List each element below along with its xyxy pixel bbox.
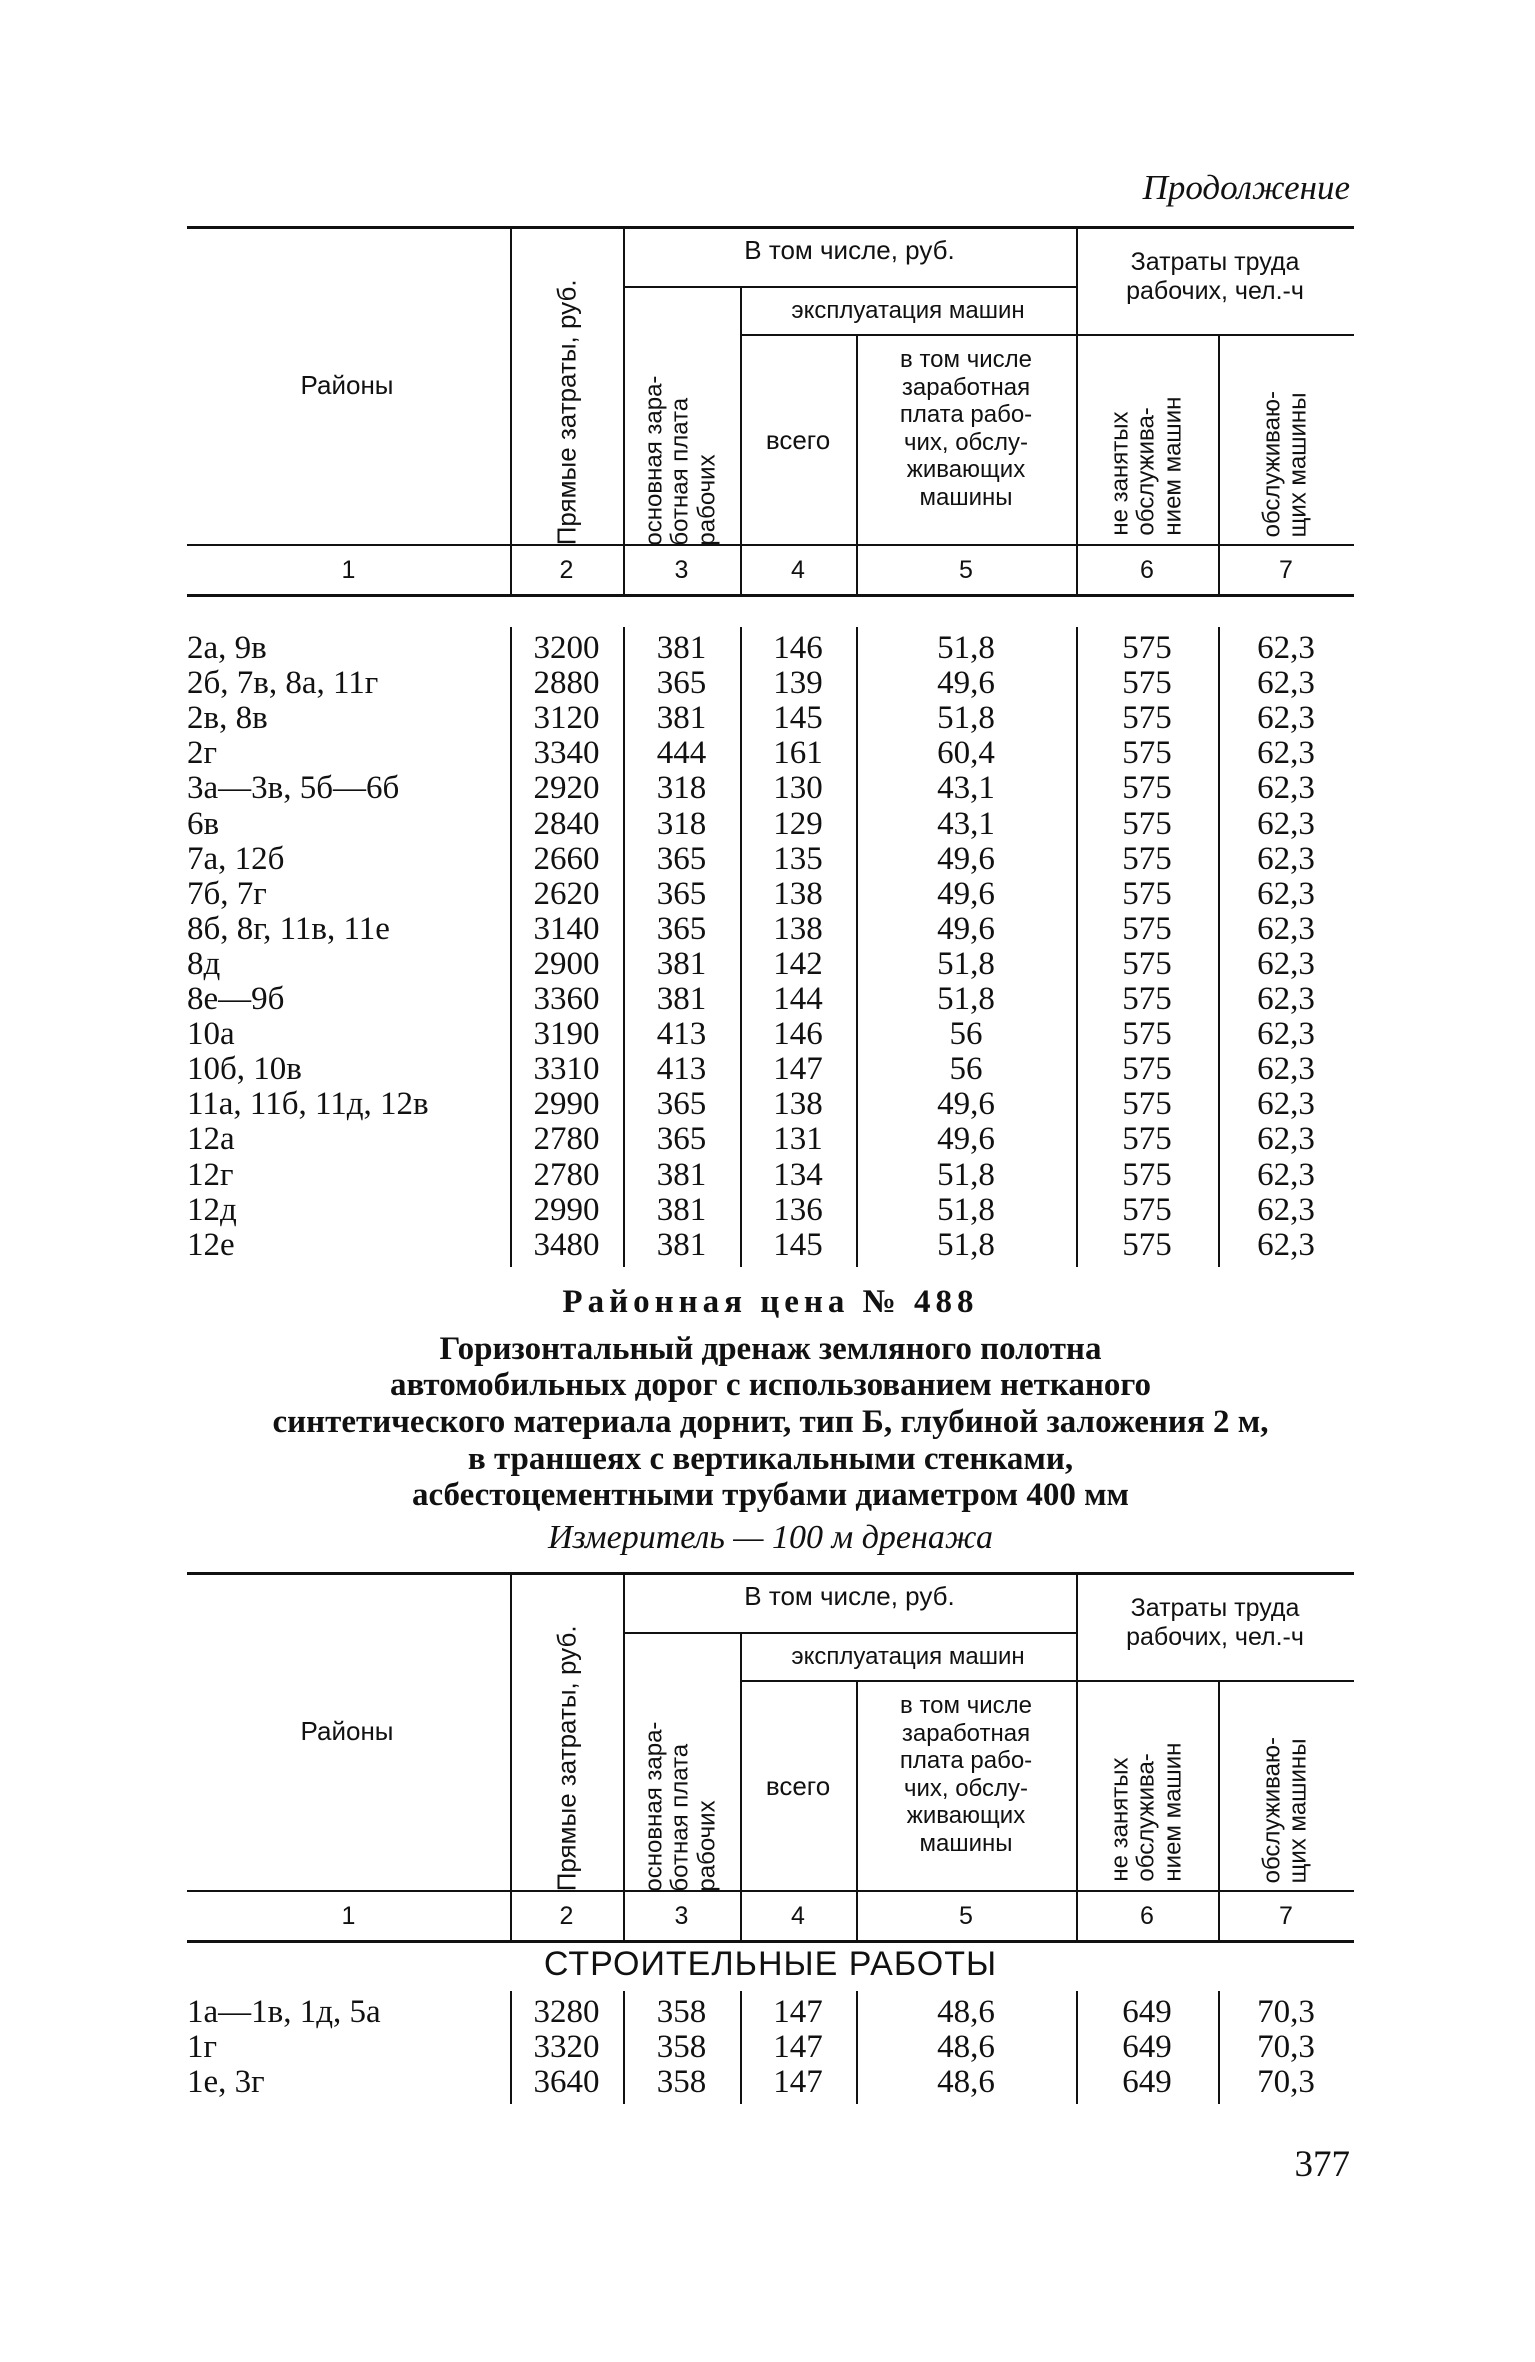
region-cell: 6в <box>187 805 220 842</box>
value-cell: 444 <box>656 735 707 772</box>
value-cell: 575 <box>1122 770 1172 807</box>
header-not-machine: не занятых обслужива- нием машин <box>1106 1742 1187 1882</box>
value-cell: 3360 <box>533 981 600 1017</box>
value-cell: 413 <box>656 1051 707 1088</box>
section-title: СТРОИТЕЛЬНЫЕ РАБОТЫ <box>543 1945 998 1983</box>
value-cell: 575 <box>1122 1156 1172 1193</box>
value-cell: 62,3 <box>1257 630 1315 666</box>
value-cell: 2840 <box>533 805 600 842</box>
value-cell: 62,3 <box>1257 1016 1315 1053</box>
value-cell: 138 <box>773 1086 823 1123</box>
value-cell: 649 <box>1122 1994 1172 2030</box>
value-cell: 575 <box>1122 840 1172 877</box>
value-cell: 381 <box>656 630 707 666</box>
region-cell: 10а <box>187 1016 235 1053</box>
header-direct-costs: Прямые затраты, руб. <box>551 279 582 546</box>
value-cell: 56 <box>949 1016 983 1053</box>
region-cell: 10б, 10в <box>187 1051 302 1088</box>
value-cell: 51,8 <box>937 981 995 1017</box>
value-cell: 48,6 <box>937 2029 995 2065</box>
value-cell: 62,3 <box>1257 1226 1315 1263</box>
value-cell: 43,1 <box>937 805 995 842</box>
value-cell: 49,6 <box>937 840 995 877</box>
region-cell: 2б, 7в, 8а, 11г <box>187 665 379 702</box>
header-incl-wage: в том числе заработная плата рабо- чих, обслу- живающих машины <box>899 1692 1033 1857</box>
value-cell: 575 <box>1122 1226 1172 1263</box>
value-cell: 130 <box>773 770 823 807</box>
value-cell: 147 <box>773 2064 823 2100</box>
column-number: 5 <box>959 556 973 584</box>
value-cell: 381 <box>656 981 707 1017</box>
header-vline <box>623 1572 625 1890</box>
header-not-machine: не занятых обслужива- нием машин <box>1106 396 1187 536</box>
value-cell: 358 <box>656 2064 707 2100</box>
header-vline <box>1218 334 1220 544</box>
region-cell: 1г <box>187 2029 218 2065</box>
header-subrule <box>740 1680 1076 1682</box>
column-number: 1 <box>341 556 356 584</box>
value-cell: 575 <box>1122 945 1172 982</box>
region-cell: 3а—3в, 5б—6б <box>187 770 400 807</box>
value-cell: 575 <box>1122 665 1172 702</box>
header-regions: Районы <box>300 370 394 400</box>
value-cell: 51,8 <box>937 1156 995 1193</box>
value-cell: 138 <box>773 875 823 912</box>
value-cell: 62,3 <box>1257 665 1315 702</box>
region-cell: 1а—1в, 1д, 5а <box>187 1994 381 2030</box>
value-cell: 147 <box>773 1051 823 1088</box>
region-cell: 7б, 7г <box>187 875 267 912</box>
value-cell: 413 <box>656 1016 707 1053</box>
value-cell: 60,4 <box>937 735 995 772</box>
region-cell: 8е—9б <box>187 981 285 1017</box>
region-cell: 12а <box>187 1121 235 1158</box>
region-cell: 7а, 12б <box>187 840 285 877</box>
value-cell: 575 <box>1122 1051 1172 1088</box>
value-cell: 146 <box>773 630 823 666</box>
value-cell: 575 <box>1122 700 1172 737</box>
value-cell: 575 <box>1122 630 1172 666</box>
value-cell: 51,8 <box>937 945 995 982</box>
value-cell: 51,8 <box>937 630 995 666</box>
value-cell: 3480 <box>533 1226 600 1263</box>
header-vline <box>1218 1680 1220 1890</box>
value-cell: 575 <box>1122 805 1172 842</box>
column-number: 3 <box>674 1902 689 1930</box>
description-line: асбестоцементными трубами диаметром 400 мм <box>411 1477 1130 1513</box>
value-cell: 381 <box>656 1226 707 1263</box>
header-direct-costs: Прямые затраты, руб. <box>551 1625 582 1892</box>
region-cell: 8б, 8г, 11в, 11е <box>187 910 390 947</box>
value-cell: 49,6 <box>937 1086 995 1123</box>
value-cell: 48,6 <box>937 1994 995 2030</box>
value-cell: 381 <box>656 1191 707 1228</box>
header-vline <box>510 226 512 544</box>
region-cell: 12е <box>187 1226 235 1263</box>
value-cell: 575 <box>1122 1086 1172 1123</box>
header-subrule <box>740 334 1076 336</box>
header-bottom-rule <box>187 544 1354 546</box>
header-top-rule <box>187 226 1354 229</box>
value-cell: 2780 <box>533 1156 600 1193</box>
value-cell: 3200 <box>533 630 600 666</box>
header-top-rule <box>187 1572 1354 1575</box>
region-cell: 2г <box>187 735 218 772</box>
price-title <box>187 1283 1354 1323</box>
header-regions: Районы <box>300 1716 394 1746</box>
value-cell: 142 <box>773 945 823 982</box>
value-cell: 136 <box>773 1191 823 1228</box>
value-cell: 49,6 <box>937 1121 995 1158</box>
value-cell: 3310 <box>533 1051 600 1088</box>
column-number: 2 <box>559 556 574 584</box>
value-cell: 161 <box>773 735 823 772</box>
value-cell: 2780 <box>533 1121 600 1158</box>
value-cell: 131 <box>773 1121 823 1158</box>
value-cell: 381 <box>656 700 707 737</box>
value-cell: 365 <box>656 840 707 877</box>
value-cell: 139 <box>773 665 823 702</box>
value-cell: 62,3 <box>1257 770 1315 807</box>
value-cell: 3140 <box>533 910 600 947</box>
value-cell: 2880 <box>533 665 600 702</box>
header-incl-wage: в том числе заработная плата рабо- чих, обслу- живающих машины <box>899 346 1033 511</box>
column-number: 5 <box>959 1902 973 1930</box>
column-number: 7 <box>1279 556 1293 584</box>
value-cell: 134 <box>773 1156 823 1193</box>
value-cell: 62,3 <box>1257 1051 1315 1088</box>
value-cell: 358 <box>656 1994 707 2030</box>
value-cell: 62,3 <box>1257 1191 1315 1228</box>
value-cell: 62,3 <box>1257 981 1315 1017</box>
header-machine-operation: эксплуатация машин <box>791 297 1025 324</box>
value-cell: 575 <box>1122 1016 1172 1053</box>
value-cell: 358 <box>656 2029 707 2065</box>
header-vline <box>623 226 625 544</box>
value-cell: 62,3 <box>1257 875 1315 912</box>
header-vline <box>740 286 742 544</box>
value-cell: 51,8 <box>937 1191 995 1228</box>
value-cell: 3340 <box>533 735 600 772</box>
value-cell: 3320 <box>533 2029 600 2065</box>
measure-unit: Измеритель — 100 м дренажа <box>547 1519 994 1556</box>
value-cell: 146 <box>773 1016 823 1053</box>
value-cell: 62,3 <box>1257 1086 1315 1123</box>
header-bottom-rule <box>187 1890 1354 1892</box>
header-total: всего <box>765 1771 831 1801</box>
value-cell: 575 <box>1122 1121 1172 1158</box>
column-number: 6 <box>1140 556 1154 584</box>
value-cell: 2620 <box>533 875 600 912</box>
header-labor-costs: Затраты труда рабочих, чел.-ч <box>1126 1594 1304 1651</box>
value-cell: 145 <box>773 700 823 737</box>
column-number: 4 <box>791 1902 805 1930</box>
value-cell: 3190 <box>533 1016 600 1053</box>
description-line: автомобильных дорог с использованием нетканого <box>389 1367 1152 1403</box>
value-cell: 365 <box>656 1086 707 1123</box>
value-cell: 62,3 <box>1257 840 1315 877</box>
value-cell: 51,8 <box>937 700 995 737</box>
value-cell: 145 <box>773 1226 823 1263</box>
value-cell: 381 <box>656 1156 707 1193</box>
value-cell: 48,6 <box>937 2064 995 2100</box>
description-line: в траншеях с вертикальными стенками, <box>467 1441 1074 1477</box>
value-cell: 575 <box>1122 981 1172 1017</box>
column-number: 7 <box>1279 1902 1293 1930</box>
value-cell: 49,6 <box>937 875 995 912</box>
value-cell: 3280 <box>533 1994 600 2030</box>
value-cell: 51,8 <box>937 1226 995 1263</box>
region-cell: 11а, 11б, 11д, 12в <box>187 1086 429 1123</box>
colnum-bottom-rule <box>187 1940 1354 1943</box>
description-line: Горизонтальный дренаж земляного полотна <box>439 1331 1102 1367</box>
value-cell: 2660 <box>533 840 600 877</box>
region-cell: 8д <box>187 945 221 982</box>
value-cell: 70,3 <box>1257 1994 1315 2030</box>
region-cell: 2а, 9в <box>187 630 267 666</box>
value-cell: 3640 <box>533 2064 600 2100</box>
description-line: синтетического материала дорнит, тип Б, глубиной заложения 2 м, <box>272 1404 1269 1440</box>
price-title-text: Районная цена № 488 <box>562 1284 979 1320</box>
value-cell: 62,3 <box>1257 945 1315 982</box>
value-cell: 381 <box>656 945 707 982</box>
value-cell: 365 <box>656 665 707 702</box>
value-cell: 62,3 <box>1257 1156 1315 1193</box>
page-number: 377 <box>1294 2144 1350 2185</box>
value-cell: 147 <box>773 1994 823 2030</box>
value-cell: 49,6 <box>937 665 995 702</box>
header-machine-serv: обслуживаю- щих машины <box>1258 1737 1312 1884</box>
value-cell: 575 <box>1122 1191 1172 1228</box>
header-including-rub: В том числе, руб. <box>744 1581 955 1611</box>
region-cell: 1е, 3г <box>187 2064 265 2100</box>
value-cell: 49,6 <box>937 910 995 947</box>
column-number: 3 <box>674 556 689 584</box>
value-cell: 318 <box>656 805 707 842</box>
value-cell: 2990 <box>533 1191 600 1228</box>
value-cell: 43,1 <box>937 770 995 807</box>
column-number: 1 <box>341 1902 356 1930</box>
value-cell: 62,3 <box>1257 1121 1315 1158</box>
continuation-label: Продолжение <box>1142 168 1350 207</box>
column-number: 4 <box>791 556 805 584</box>
header-vline <box>510 1572 512 1890</box>
header-machine-serv: обслуживаю- щих машины <box>1258 391 1312 538</box>
column-number: 6 <box>1140 1902 1154 1930</box>
value-cell: 135 <box>773 840 823 877</box>
value-cell: 2900 <box>533 945 600 982</box>
header-base-wage: основная зара- ботная плата рабочих <box>640 375 721 546</box>
value-cell: 649 <box>1122 2064 1172 2100</box>
value-cell: 318 <box>656 770 707 807</box>
header-including-rub: В том числе, руб. <box>744 235 955 265</box>
value-cell: 365 <box>656 910 707 947</box>
header-total: всего <box>765 425 831 455</box>
value-cell: 70,3 <box>1257 2029 1315 2065</box>
value-cell: 138 <box>773 910 823 947</box>
value-cell: 575 <box>1122 910 1172 947</box>
value-cell: 62,3 <box>1257 805 1315 842</box>
value-cell: 147 <box>773 2029 823 2065</box>
colnum-bottom-rule <box>187 594 1354 597</box>
value-cell: 575 <box>1122 875 1172 912</box>
region-cell: 12д <box>187 1191 237 1228</box>
region-cell: 12г <box>187 1156 234 1193</box>
value-cell: 70,3 <box>1257 2064 1315 2100</box>
value-cell: 56 <box>949 1051 983 1088</box>
value-cell: 129 <box>773 805 823 842</box>
header-vline <box>740 1632 742 1890</box>
value-cell: 62,3 <box>1257 700 1315 737</box>
header-labor-costs: Затраты труда рабочих, чел.-ч <box>1126 248 1304 305</box>
column-number: 2 <box>559 1902 574 1930</box>
value-cell: 62,3 <box>1257 910 1315 947</box>
value-cell: 365 <box>656 875 707 912</box>
value-cell: 2990 <box>533 1086 600 1123</box>
value-cell: 365 <box>656 1121 707 1158</box>
header-machine-operation: эксплуатация машин <box>791 1643 1025 1670</box>
header-base-wage: основная зара- ботная плата рабочих <box>640 1721 721 1892</box>
value-cell: 2920 <box>533 770 600 807</box>
value-cell: 144 <box>773 981 823 1017</box>
value-cell: 62,3 <box>1257 735 1315 772</box>
value-cell: 575 <box>1122 735 1172 772</box>
value-cell: 649 <box>1122 2029 1172 2065</box>
value-cell: 3120 <box>533 700 600 737</box>
region-cell: 2в, 8в <box>187 700 268 737</box>
